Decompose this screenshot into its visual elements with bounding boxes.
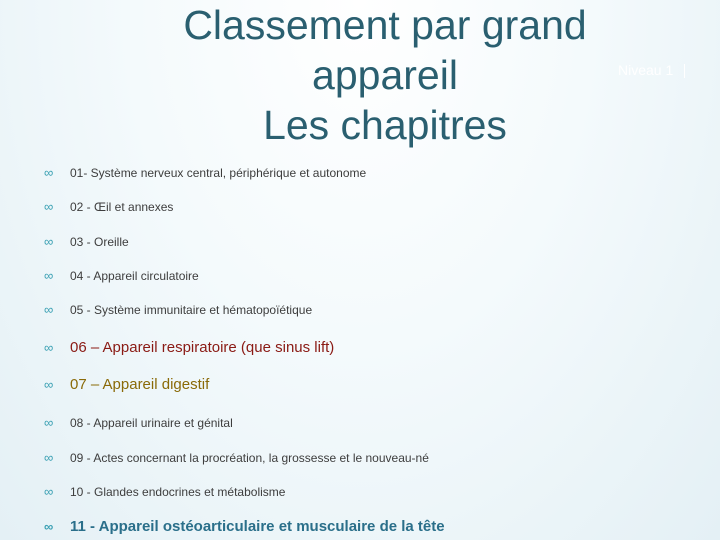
bullet-icon: ∞ — [44, 302, 54, 317]
chapter-label: 05 - Système immunitaire et hématopoïétique — [70, 303, 313, 317]
chapter-label: 07 – Appareil digestif — [70, 376, 210, 393]
chapter-item-02 — [44, 199, 173, 215]
bullet-icon: ∞ — [44, 165, 54, 180]
bullet-icon: ∞ — [44, 377, 54, 392]
bullet-icon: ∞ — [44, 415, 54, 430]
chapter-label: 02 - Œil et annexes — [70, 200, 174, 214]
chapter-item-05 — [44, 302, 312, 318]
chapter-label: 03 - Oreille — [70, 235, 129, 249]
chapter-item-09 — [44, 450, 429, 466]
title-line-2: appareil — [312, 52, 458, 98]
bullet-icon: ∞ — [44, 234, 54, 249]
bullet-icon: ∞ — [44, 484, 54, 499]
chapter-item-01 — [44, 165, 366, 181]
chapter-label: 11 - Appareil ostéoarticulaire et musculaire de la tête — [70, 518, 445, 535]
chapter-item-07 — [44, 376, 209, 394]
bullet-icon: ∞ — [44, 450, 54, 465]
bullet-icon: ∞ — [44, 519, 54, 534]
chapter-label: 08 - Appareil urinaire et génital — [70, 416, 233, 430]
bullet-icon: ∞ — [44, 340, 54, 355]
bullet-icon: ∞ — [44, 199, 54, 214]
level-label: Niveau 1 — [618, 62, 674, 78]
title-line-1: Classement par grand — [183, 2, 587, 48]
chapter-item-06 — [44, 339, 334, 357]
chapter-item-03 — [44, 234, 129, 250]
chapter-item-04 — [44, 268, 199, 284]
chapter-label: 01- Système nerveux central, périphérique et autonome — [70, 166, 367, 180]
chapter-label: 10 - Glandes endocrines et métabolisme — [70, 485, 286, 499]
chapter-label: 04 - Appareil circulatoire — [70, 269, 199, 283]
title-line-3: Les chapitres — [263, 102, 507, 148]
chapter-label: 06 – Appareil respiratoire (que sinus lift) — [70, 339, 335, 356]
chapter-item-08 — [44, 415, 233, 431]
bullet-icon: ∞ — [44, 268, 54, 283]
chapter-label: 09 - Actes concernant la procréation, la grossesse et le nouveau-né — [70, 451, 429, 465]
chapter-item-11 — [44, 518, 445, 536]
chapter-item-10 — [44, 484, 285, 500]
